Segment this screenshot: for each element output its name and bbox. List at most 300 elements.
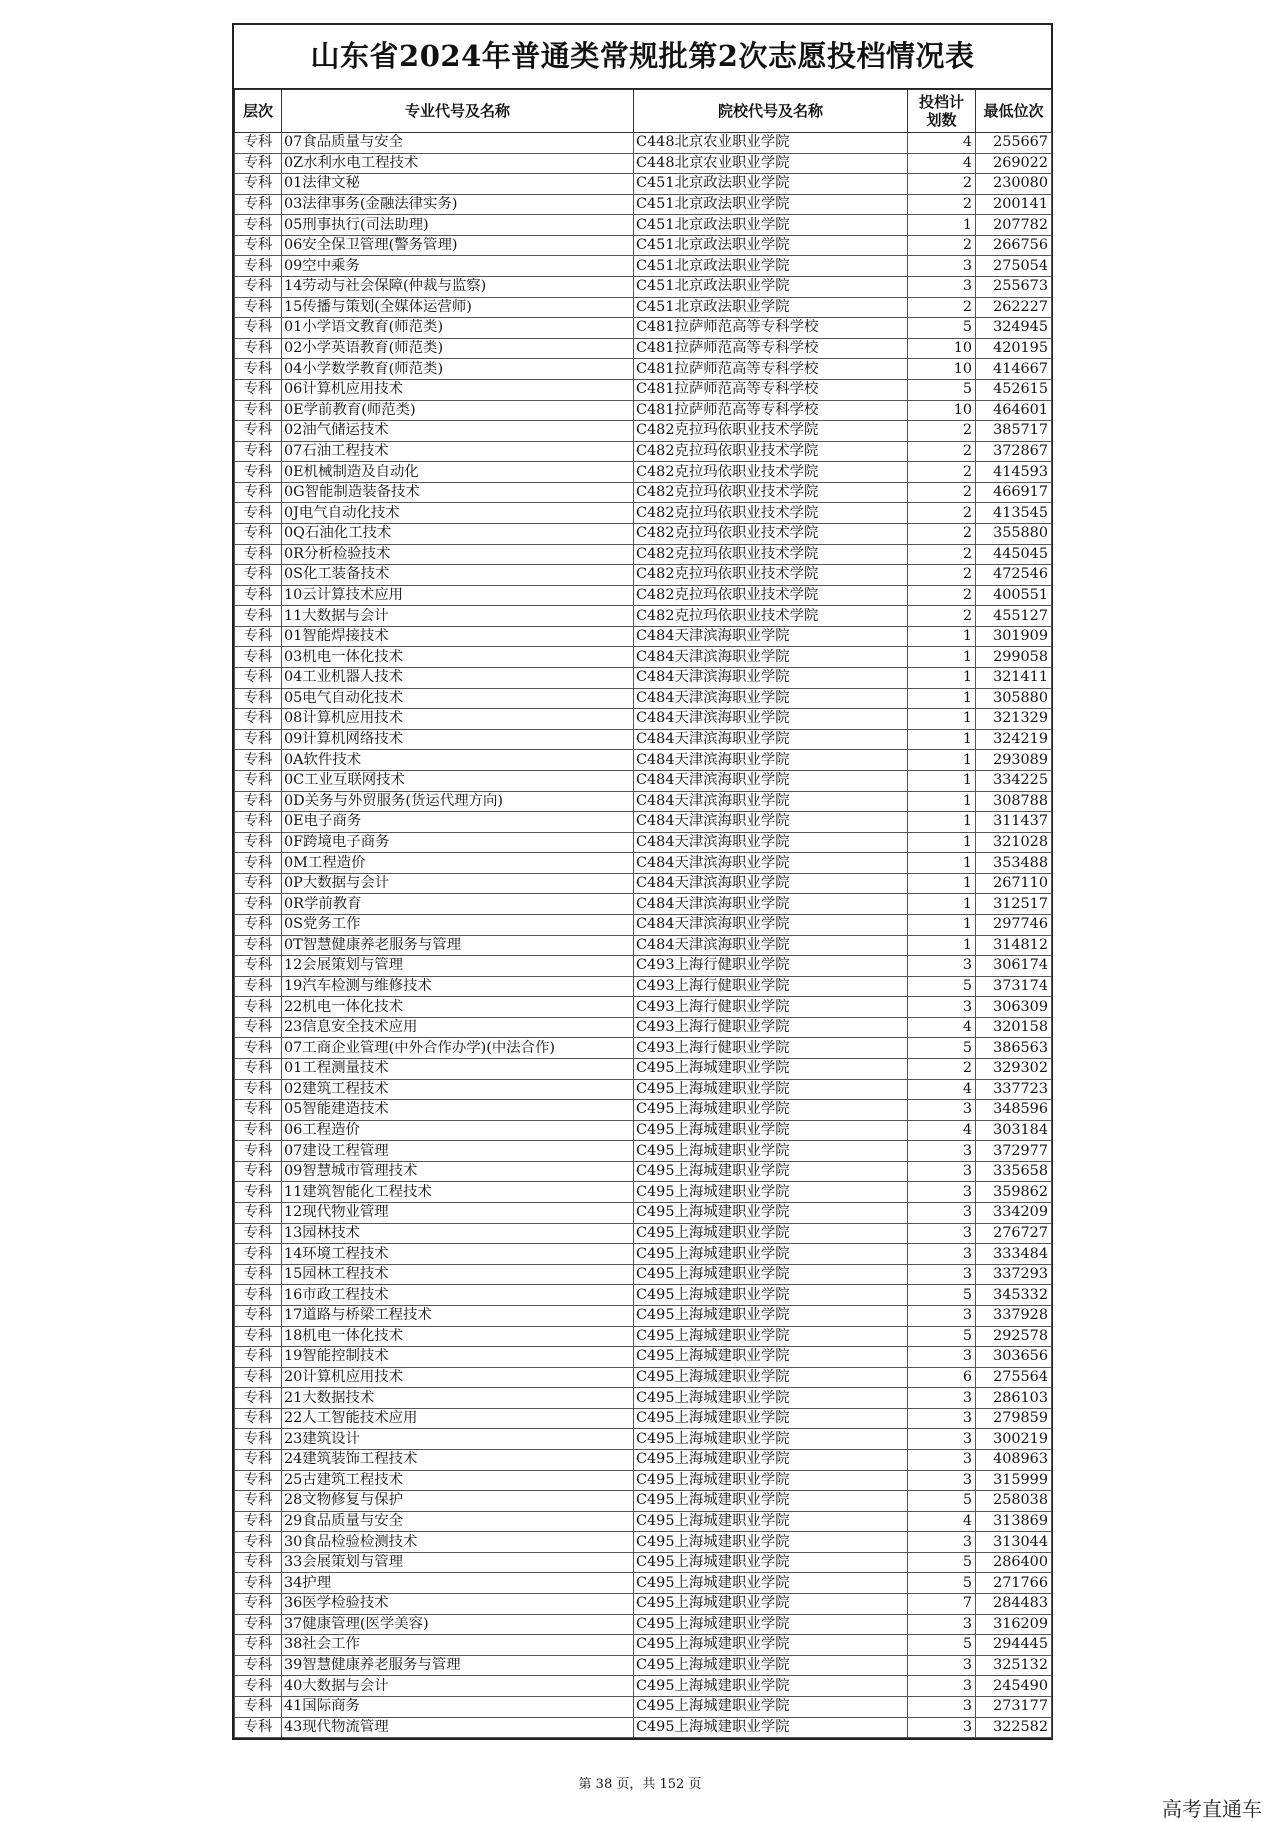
cell-min-rank: 301909 bbox=[976, 626, 1052, 647]
cell-school: C495上海城建职业学院 bbox=[634, 1285, 908, 1306]
cell-level: 专科 bbox=[235, 1223, 282, 1244]
cell-school: C495上海城建职业学院 bbox=[634, 1491, 908, 1512]
cell-min-rank: 353488 bbox=[976, 853, 1052, 874]
cell-major: 12会展策划与管理 bbox=[282, 956, 634, 977]
cell-min-rank: 262227 bbox=[976, 297, 1052, 318]
table-row bbox=[235, 1717, 1052, 1738]
cell-major: 14劳动与社会保障(仲裁与监察) bbox=[282, 277, 634, 298]
cell-min-rank: 294445 bbox=[976, 1635, 1052, 1656]
cell-min-rank: 313044 bbox=[976, 1532, 1052, 1553]
cell-plan: 4 bbox=[908, 1120, 976, 1141]
watermark: 高考直通车 bbox=[1162, 1797, 1262, 1821]
cell-level: 专科 bbox=[235, 1614, 282, 1635]
cell-school: C451北京政法职业学院 bbox=[634, 174, 908, 195]
cell-plan: 10 bbox=[908, 400, 976, 421]
cell-school: C495上海城建职业学院 bbox=[634, 1676, 908, 1697]
cell-plan: 2 bbox=[908, 482, 976, 503]
cell-min-rank: 400551 bbox=[976, 585, 1052, 606]
cell-major: 07食品质量与安全 bbox=[282, 133, 634, 154]
cell-school: C495上海城建职业学院 bbox=[634, 1594, 908, 1615]
header-plan bbox=[908, 90, 976, 133]
table-row bbox=[235, 606, 1052, 627]
cell-major: 39智慧健康养老服务与管理 bbox=[282, 1655, 634, 1676]
cell-school: C484天津滨海职业学院 bbox=[634, 832, 908, 853]
cell-major: 0R学前教育 bbox=[282, 894, 634, 915]
table-row bbox=[235, 1429, 1052, 1450]
cell-min-rank: 315999 bbox=[976, 1470, 1052, 1491]
cell-school: C451北京政法职业学院 bbox=[634, 256, 908, 277]
cell-level: 专科 bbox=[235, 379, 282, 400]
table-row bbox=[235, 256, 1052, 277]
table-row bbox=[235, 1347, 1052, 1368]
cell-level: 专科 bbox=[235, 359, 282, 380]
cell-major: 01智能焊接技术 bbox=[282, 626, 634, 647]
table-row bbox=[235, 1203, 1052, 1224]
cell-plan: 1 bbox=[908, 647, 976, 668]
cell-min-rank: 299058 bbox=[976, 647, 1052, 668]
cell-level: 专科 bbox=[235, 1511, 282, 1532]
cell-school: C495上海城建职业学院 bbox=[634, 1264, 908, 1285]
cell-min-rank: 276727 bbox=[976, 1223, 1052, 1244]
cell-plan: 3 bbox=[908, 256, 976, 277]
cell-school: C495上海城建职业学院 bbox=[634, 1635, 908, 1656]
cell-min-rank: 335658 bbox=[976, 1161, 1052, 1182]
cell-major: 0J电气自动化技术 bbox=[282, 503, 634, 524]
cell-plan: 3 bbox=[908, 1182, 976, 1203]
cell-plan: 2 bbox=[908, 441, 976, 462]
table-row bbox=[235, 688, 1052, 709]
table-body bbox=[235, 133, 1052, 1738]
table-row bbox=[235, 1676, 1052, 1697]
cell-school: C484天津滨海职业学院 bbox=[634, 668, 908, 689]
header-min-rank: 最低位次 bbox=[976, 90, 1052, 133]
cell-min-rank: 321329 bbox=[976, 709, 1052, 730]
cell-plan: 3 bbox=[908, 1141, 976, 1162]
cell-school: C482克拉玛依职业技术学院 bbox=[634, 421, 908, 442]
table-row bbox=[235, 1161, 1052, 1182]
cell-level: 专科 bbox=[235, 626, 282, 647]
cell-major: 0P大数据与会计 bbox=[282, 873, 634, 894]
cell-level: 专科 bbox=[235, 1038, 282, 1059]
cell-level: 专科 bbox=[235, 873, 282, 894]
cell-min-rank: 337723 bbox=[976, 1079, 1052, 1100]
cell-major: 02建筑工程技术 bbox=[282, 1079, 634, 1100]
cell-school: C495上海城建职业学院 bbox=[634, 1408, 908, 1429]
cell-level: 专科 bbox=[235, 1635, 282, 1656]
cell-level: 专科 bbox=[235, 482, 282, 503]
cell-min-rank: 385717 bbox=[976, 421, 1052, 442]
cell-level: 专科 bbox=[235, 1450, 282, 1471]
cell-school: C493上海行健职业学院 bbox=[634, 1017, 908, 1038]
cell-major: 43现代物流管理 bbox=[282, 1717, 634, 1738]
cell-level: 专科 bbox=[235, 1717, 282, 1738]
cell-level: 专科 bbox=[235, 729, 282, 750]
cell-plan: 1 bbox=[908, 832, 976, 853]
page-title: 山东省2024年普通类常规批第2次志愿投档情况表 bbox=[234, 25, 1051, 89]
cell-school: C495上海城建职业学院 bbox=[634, 1717, 908, 1738]
cell-major: 21大数据技术 bbox=[282, 1388, 634, 1409]
cell-plan: 3 bbox=[908, 1347, 976, 1368]
cell-plan: 1 bbox=[908, 914, 976, 935]
cell-plan: 2 bbox=[908, 544, 976, 565]
cell-school: C451北京政法职业学院 bbox=[634, 277, 908, 298]
cell-school: C482克拉玛依职业技术学院 bbox=[634, 544, 908, 565]
cell-min-rank: 293089 bbox=[976, 750, 1052, 771]
cell-min-rank: 414593 bbox=[976, 462, 1052, 483]
cell-major: 01小学语文教育(师范类) bbox=[282, 318, 634, 339]
cell-school: C495上海城建职业学院 bbox=[634, 1573, 908, 1594]
cell-plan: 5 bbox=[908, 379, 976, 400]
cell-school: C484天津滨海职业学院 bbox=[634, 873, 908, 894]
cell-major: 03机电一体化技术 bbox=[282, 647, 634, 668]
cell-school: C482克拉玛依职业技术学院 bbox=[634, 503, 908, 524]
cell-level: 专科 bbox=[235, 853, 282, 874]
cell-min-rank: 452615 bbox=[976, 379, 1052, 400]
table-row bbox=[235, 668, 1052, 689]
cell-major: 16市政工程技术 bbox=[282, 1285, 634, 1306]
cell-school: C481拉萨师范高等专科学校 bbox=[634, 379, 908, 400]
cell-school: C495上海城建职业学院 bbox=[634, 1450, 908, 1471]
cell-plan: 3 bbox=[908, 1450, 976, 1471]
table-row bbox=[235, 812, 1052, 833]
table-row bbox=[235, 318, 1052, 339]
cell-min-rank: 284483 bbox=[976, 1594, 1052, 1615]
table-row bbox=[235, 1450, 1052, 1471]
cell-plan: 5 bbox=[908, 1491, 976, 1512]
cell-level: 专科 bbox=[235, 832, 282, 853]
admission-table-sheet bbox=[232, 23, 1053, 1740]
cell-school: C484天津滨海职业学院 bbox=[634, 688, 908, 709]
cell-min-rank: 373174 bbox=[976, 976, 1052, 997]
table-row bbox=[235, 997, 1052, 1018]
cell-plan: 1 bbox=[908, 894, 976, 915]
table-row bbox=[235, 770, 1052, 791]
cell-level: 专科 bbox=[235, 770, 282, 791]
cell-school: C482克拉玛依职业技术学院 bbox=[634, 462, 908, 483]
cell-min-rank: 255673 bbox=[976, 277, 1052, 298]
cell-level: 专科 bbox=[235, 194, 282, 215]
table-row bbox=[235, 935, 1052, 956]
cell-plan: 1 bbox=[908, 935, 976, 956]
cell-plan: 2 bbox=[908, 585, 976, 606]
table-row bbox=[235, 379, 1052, 400]
cell-major: 09计算机网络技术 bbox=[282, 729, 634, 750]
cell-min-rank: 286103 bbox=[976, 1388, 1052, 1409]
cell-school: C448北京农业职业学院 bbox=[634, 133, 908, 154]
cell-school: C493上海行健职业学院 bbox=[634, 1038, 908, 1059]
cell-major: 0T智慧健康养老服务与管理 bbox=[282, 935, 634, 956]
cell-school: C484天津滨海职业学院 bbox=[634, 647, 908, 668]
cell-level: 专科 bbox=[235, 1470, 282, 1491]
table-row bbox=[235, 729, 1052, 750]
cell-plan: 2 bbox=[908, 606, 976, 627]
table-row bbox=[235, 976, 1052, 997]
cell-major: 11建筑智能化工程技术 bbox=[282, 1182, 634, 1203]
cell-level: 专科 bbox=[235, 153, 282, 174]
cell-min-rank: 258038 bbox=[976, 1491, 1052, 1512]
cell-major: 22人工智能技术应用 bbox=[282, 1408, 634, 1429]
cell-min-rank: 255667 bbox=[976, 133, 1052, 154]
table-row bbox=[235, 462, 1052, 483]
cell-min-rank: 372977 bbox=[976, 1141, 1052, 1162]
table-row bbox=[235, 1408, 1052, 1429]
cell-level: 专科 bbox=[235, 1059, 282, 1080]
table-row bbox=[235, 1038, 1052, 1059]
cell-major: 08计算机应用技术 bbox=[282, 709, 634, 730]
cell-school: C484天津滨海职业学院 bbox=[634, 914, 908, 935]
cell-plan: 3 bbox=[908, 1408, 976, 1429]
cell-school: C448北京农业职业学院 bbox=[634, 153, 908, 174]
cell-level: 专科 bbox=[235, 441, 282, 462]
cell-major: 02小学英语教育(师范类) bbox=[282, 338, 634, 359]
cell-major: 04工业机器人技术 bbox=[282, 668, 634, 689]
cell-level: 专科 bbox=[235, 318, 282, 339]
cell-school: C451北京政法职业学院 bbox=[634, 235, 908, 256]
cell-plan: 3 bbox=[908, 1264, 976, 1285]
cell-plan: 3 bbox=[908, 1470, 976, 1491]
cell-major: 38社会工作 bbox=[282, 1635, 634, 1656]
cell-min-rank: 286400 bbox=[976, 1552, 1052, 1573]
cell-plan: 1 bbox=[908, 853, 976, 874]
cell-level: 专科 bbox=[235, 338, 282, 359]
cell-major: 28文物修复与保护 bbox=[282, 1491, 634, 1512]
cell-school: C451北京政法职业学院 bbox=[634, 297, 908, 318]
cell-plan: 2 bbox=[908, 523, 976, 544]
cell-major: 04小学数学教育(师范类) bbox=[282, 359, 634, 380]
cell-plan: 1 bbox=[908, 770, 976, 791]
table-row bbox=[235, 523, 1052, 544]
cell-plan: 3 bbox=[908, 1429, 976, 1450]
cell-plan: 10 bbox=[908, 338, 976, 359]
table-row bbox=[235, 194, 1052, 215]
cell-level: 专科 bbox=[235, 1305, 282, 1326]
cell-major: 12现代物业管理 bbox=[282, 1203, 634, 1224]
cell-major: 14环境工程技术 bbox=[282, 1244, 634, 1265]
cell-min-rank: 337928 bbox=[976, 1305, 1052, 1326]
table-row bbox=[235, 338, 1052, 359]
cell-level: 专科 bbox=[235, 1408, 282, 1429]
cell-school: C495上海城建职业学院 bbox=[634, 1696, 908, 1717]
table-row bbox=[235, 133, 1052, 154]
cell-min-rank: 325132 bbox=[976, 1655, 1052, 1676]
cell-major: 0Q石油化工技术 bbox=[282, 523, 634, 544]
table-row bbox=[235, 853, 1052, 874]
cell-level: 专科 bbox=[235, 277, 282, 298]
cell-level: 专科 bbox=[235, 1429, 282, 1450]
cell-school: C482克拉玛依职业技术学院 bbox=[634, 523, 908, 544]
cell-level: 专科 bbox=[235, 935, 282, 956]
header-plan-text: 投档计划数 bbox=[918, 93, 964, 129]
cell-min-rank: 345332 bbox=[976, 1285, 1052, 1306]
cell-min-rank: 305880 bbox=[976, 688, 1052, 709]
cell-school: C495上海城建职业学院 bbox=[634, 1470, 908, 1491]
cell-min-rank: 445045 bbox=[976, 544, 1052, 565]
cell-plan: 1 bbox=[908, 791, 976, 812]
cell-plan: 3 bbox=[908, 1696, 976, 1717]
table-row bbox=[235, 565, 1052, 586]
header-level: 层次 bbox=[235, 90, 282, 133]
table-row bbox=[235, 544, 1052, 565]
cell-school: C495上海城建职业学院 bbox=[634, 1552, 908, 1573]
cell-level: 专科 bbox=[235, 1573, 282, 1594]
cell-level: 专科 bbox=[235, 956, 282, 977]
table-row bbox=[235, 709, 1052, 730]
cell-major: 05智能建造技术 bbox=[282, 1100, 634, 1121]
cell-level: 专科 bbox=[235, 133, 282, 154]
cell-major: 0G智能制造装备技术 bbox=[282, 482, 634, 503]
cell-plan: 2 bbox=[908, 462, 976, 483]
header-school: 院校代号及名称 bbox=[634, 90, 908, 133]
cell-min-rank: 321411 bbox=[976, 668, 1052, 689]
cell-school: C484天津滨海职业学院 bbox=[634, 770, 908, 791]
cell-major: 24建筑装饰工程技术 bbox=[282, 1450, 634, 1471]
cell-plan: 4 bbox=[908, 1079, 976, 1100]
cell-min-rank: 348596 bbox=[976, 1100, 1052, 1121]
cell-school: C495上海城建职业学院 bbox=[634, 1532, 908, 1553]
cell-level: 专科 bbox=[235, 1120, 282, 1141]
cell-min-rank: 455127 bbox=[976, 606, 1052, 627]
cell-level: 专科 bbox=[235, 1594, 282, 1615]
cell-plan: 2 bbox=[908, 174, 976, 195]
cell-major: 19智能控制技术 bbox=[282, 1347, 634, 1368]
cell-major: 0D关务与外贸服务(货运代理方向) bbox=[282, 791, 634, 812]
cell-major: 36医学检验技术 bbox=[282, 1594, 634, 1615]
cell-plan: 4 bbox=[908, 1017, 976, 1038]
table-row bbox=[235, 585, 1052, 606]
cell-level: 专科 bbox=[235, 1347, 282, 1368]
cell-major: 17道路与桥梁工程技术 bbox=[282, 1305, 634, 1326]
cell-plan: 1 bbox=[908, 873, 976, 894]
table-row bbox=[235, 1696, 1052, 1717]
cell-level: 专科 bbox=[235, 1491, 282, 1512]
cell-plan: 4 bbox=[908, 153, 976, 174]
cell-school: C495上海城建职业学院 bbox=[634, 1511, 908, 1532]
cell-min-rank: 408963 bbox=[976, 1450, 1052, 1471]
cell-plan: 5 bbox=[908, 1635, 976, 1656]
cell-min-rank: 245490 bbox=[976, 1676, 1052, 1697]
cell-level: 专科 bbox=[235, 565, 282, 586]
cell-level: 专科 bbox=[235, 914, 282, 935]
table-row bbox=[235, 626, 1052, 647]
table-row bbox=[235, 421, 1052, 442]
cell-school: C482克拉玛依职业技术学院 bbox=[634, 585, 908, 606]
cell-min-rank: 329302 bbox=[976, 1059, 1052, 1080]
cell-level: 专科 bbox=[235, 215, 282, 236]
cell-plan: 5 bbox=[908, 1552, 976, 1573]
table-row bbox=[235, 1470, 1052, 1491]
cell-major: 23建筑设计 bbox=[282, 1429, 634, 1450]
cell-plan: 3 bbox=[908, 1655, 976, 1676]
cell-major: 0R分析检验技术 bbox=[282, 544, 634, 565]
cell-min-rank: 303656 bbox=[976, 1347, 1052, 1368]
cell-plan: 3 bbox=[908, 1244, 976, 1265]
cell-plan: 6 bbox=[908, 1367, 976, 1388]
cell-plan: 5 bbox=[908, 1326, 976, 1347]
cell-level: 专科 bbox=[235, 1017, 282, 1038]
cell-school: C495上海城建职业学院 bbox=[634, 1429, 908, 1450]
cell-school: C484天津滨海职业学院 bbox=[634, 709, 908, 730]
cell-major: 0Z水利水电工程技术 bbox=[282, 153, 634, 174]
cell-level: 专科 bbox=[235, 1367, 282, 1388]
cell-plan: 7 bbox=[908, 1594, 976, 1615]
cell-min-rank: 464601 bbox=[976, 400, 1052, 421]
cell-min-rank: 300219 bbox=[976, 1429, 1052, 1450]
cell-plan: 5 bbox=[908, 318, 976, 339]
cell-school: C482克拉玛依职业技术学院 bbox=[634, 482, 908, 503]
cell-level: 专科 bbox=[235, 1696, 282, 1717]
table-row bbox=[235, 1511, 1052, 1532]
table-row bbox=[235, 1285, 1052, 1306]
cell-plan: 2 bbox=[908, 235, 976, 256]
cell-school: C495上海城建职业学院 bbox=[634, 1244, 908, 1265]
cell-school: C484天津滨海职业学院 bbox=[634, 935, 908, 956]
cell-major: 0S化工装备技术 bbox=[282, 565, 634, 586]
table-row bbox=[235, 1017, 1052, 1038]
table-row bbox=[235, 750, 1052, 771]
cell-school: C481拉萨师范高等专科学校 bbox=[634, 318, 908, 339]
table-row bbox=[235, 235, 1052, 256]
cell-major: 03法律事务(金融法律实务) bbox=[282, 194, 634, 215]
cell-level: 专科 bbox=[235, 606, 282, 627]
cell-min-rank: 200141 bbox=[976, 194, 1052, 215]
cell-major: 19汽车检测与维修技术 bbox=[282, 976, 634, 997]
cell-major: 18机电一体化技术 bbox=[282, 1326, 634, 1347]
cell-major: 15园林工程技术 bbox=[282, 1264, 634, 1285]
cell-plan: 4 bbox=[908, 1511, 976, 1532]
cell-min-rank: 306174 bbox=[976, 956, 1052, 977]
cell-major: 06计算机应用技术 bbox=[282, 379, 634, 400]
cell-min-rank: 266756 bbox=[976, 235, 1052, 256]
cell-level: 专科 bbox=[235, 1161, 282, 1182]
cell-min-rank: 311437 bbox=[976, 812, 1052, 833]
cell-school: C493上海行健职业学院 bbox=[634, 997, 908, 1018]
cell-major: 0M工程造价 bbox=[282, 853, 634, 874]
cell-min-rank: 207782 bbox=[976, 215, 1052, 236]
cell-school: C484天津滨海职业学院 bbox=[634, 812, 908, 833]
cell-min-rank: 275564 bbox=[976, 1367, 1052, 1388]
table-row bbox=[235, 1100, 1052, 1121]
cell-min-rank: 271766 bbox=[976, 1573, 1052, 1594]
cell-level: 专科 bbox=[235, 1326, 282, 1347]
cell-major: 01工程测量技术 bbox=[282, 1059, 634, 1080]
cell-min-rank: 324219 bbox=[976, 729, 1052, 750]
cell-min-rank: 414667 bbox=[976, 359, 1052, 380]
cell-plan: 2 bbox=[908, 565, 976, 586]
cell-level: 专科 bbox=[235, 174, 282, 195]
page-footer: 第 38 页，共 152 页 bbox=[578, 1777, 702, 1792]
cell-major: 11大数据与会计 bbox=[282, 606, 634, 627]
cell-min-rank: 359862 bbox=[976, 1182, 1052, 1203]
table-row bbox=[235, 1552, 1052, 1573]
cell-major: 07工商企业管理(中外合作办学)(中法合作) bbox=[282, 1038, 634, 1059]
cell-plan: 1 bbox=[908, 626, 976, 647]
cell-major: 0E电子商务 bbox=[282, 812, 634, 833]
cell-school: C495上海城建职业学院 bbox=[634, 1655, 908, 1676]
cell-major: 0E机械制造及自动化 bbox=[282, 462, 634, 483]
cell-major: 23信息安全技术应用 bbox=[282, 1017, 634, 1038]
cell-level: 专科 bbox=[235, 1676, 282, 1697]
cell-major: 22机电一体化技术 bbox=[282, 997, 634, 1018]
cell-level: 专科 bbox=[235, 976, 282, 997]
table-row bbox=[235, 832, 1052, 853]
cell-min-rank: 230080 bbox=[976, 174, 1052, 195]
cell-school: C484天津滨海职业学院 bbox=[634, 894, 908, 915]
cell-min-rank: 297746 bbox=[976, 914, 1052, 935]
table-row bbox=[235, 1305, 1052, 1326]
table-row bbox=[235, 1264, 1052, 1285]
cell-school: C495上海城建职业学院 bbox=[634, 1161, 908, 1182]
cell-plan: 3 bbox=[908, 956, 976, 977]
